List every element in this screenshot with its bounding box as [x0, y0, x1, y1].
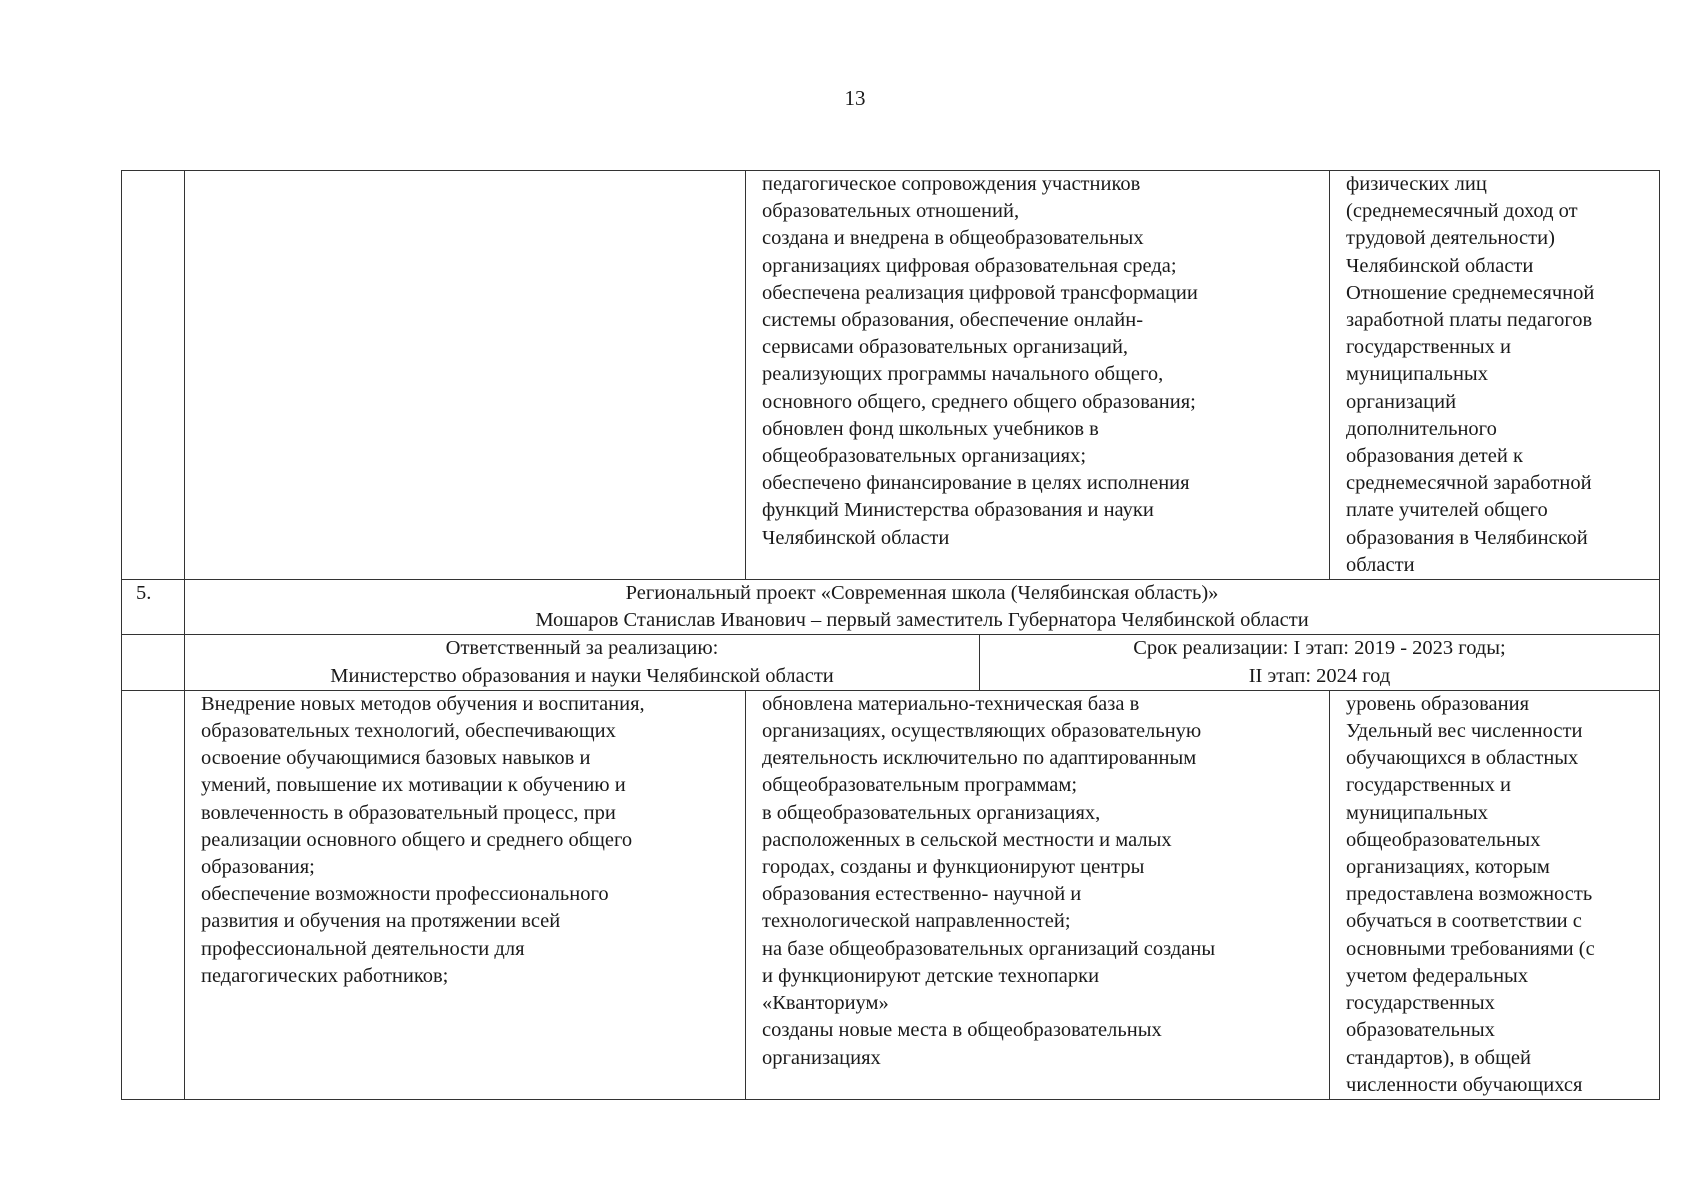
- text-line: освоение обучающимися базовых навыков и: [201, 747, 591, 770]
- text-line: образования естественно- научной и: [762, 883, 1082, 906]
- results-text: [762, 691, 1323, 1072]
- text-line: заработной платы педагогов: [1346, 309, 1593, 332]
- text-line: Челябинской области: [1346, 254, 1534, 277]
- page-number: 13: [844, 86, 866, 110]
- text-line: физических лиц: [1346, 173, 1487, 195]
- text-line: «Кванториум»: [762, 992, 889, 1015]
- responsible-label: Ответственный за реализацию:: [445, 637, 719, 660]
- text-line: среднемесячной заработной: [1346, 472, 1592, 495]
- text-line: обновлен фонд школьных учебников в: [762, 417, 1099, 440]
- project-number: 5.: [122, 580, 185, 635]
- text-line: деятельность исключительно по адаптированным: [762, 747, 1197, 770]
- text-line: обновлена материально-техническая база в: [762, 692, 1140, 715]
- cell-number: [122, 690, 185, 1099]
- tasks-text: [201, 691, 739, 990]
- project-header-cell: [185, 580, 1660, 635]
- text-line: государственных: [1346, 992, 1495, 1015]
- program-table: [121, 170, 1660, 1100]
- text-line: обучаться в соответствии с: [1346, 910, 1582, 933]
- text-line: обеспечена реализация цифровой трансформации: [762, 281, 1198, 304]
- responsible-value: Министерство образования и науки Челябинской области: [330, 664, 834, 687]
- text-line: организациях, осуществляющих образовательную: [762, 720, 1202, 743]
- text-line: организациях, которым: [1346, 856, 1550, 879]
- table-row-continuation: [122, 171, 1660, 580]
- text-line: области: [1346, 553, 1415, 576]
- text-line: вовлеченность в образовательный процесс, при: [201, 801, 616, 824]
- table-row-responsible: [122, 635, 1660, 690]
- text-line: образования;: [201, 856, 315, 879]
- text-line: в общеобразовательных организациях,: [762, 801, 1101, 824]
- text-line: системы образования, обеспечение онлайн-: [762, 309, 1144, 332]
- text-line: образовательных технологий, обеспечивающих: [201, 720, 616, 743]
- text-line: основного общего, среднего общего образования;: [762, 390, 1196, 413]
- term-line-2: II этап: 2024 год: [1248, 664, 1391, 687]
- table-row-main: [122, 690, 1660, 1099]
- term-line-1: Срок реализации: I этап: 2019 - 2023 годы;: [1133, 637, 1506, 660]
- text-line: образования в Челябинской: [1346, 526, 1588, 549]
- text-line: учетом федеральных: [1346, 964, 1529, 987]
- text-line: Отношение среднемесячной: [1346, 281, 1595, 304]
- text-line: педагогических работников;: [201, 964, 449, 987]
- text-line: образовательных отношений,: [762, 200, 1020, 223]
- text-line: государственных и: [1346, 774, 1512, 797]
- text-line: общеобразовательных организациях;: [762, 445, 1087, 468]
- text-line: общеобразовательных: [1346, 828, 1541, 851]
- text-line: сервисами образовательных организаций,: [762, 336, 1129, 359]
- text-line: функций Министерства образования и науки: [762, 499, 1154, 522]
- text-line: умений, повышение их мотивации к обучению и: [201, 774, 626, 797]
- text-line: численности обучающихся: [1346, 1073, 1583, 1096]
- text-line: государственных и: [1346, 336, 1512, 359]
- text-line: на базе общеобразовательных организаций созданы: [762, 937, 1216, 960]
- text-line: расположенных в сельской местности и малых: [762, 828, 1172, 851]
- text-line: Удельный вес численности: [1346, 720, 1583, 743]
- cell-number: [122, 171, 185, 580]
- indicators-text: [1346, 171, 1653, 579]
- term-cell: [980, 635, 1660, 690]
- cell-results: [746, 171, 1330, 580]
- project-leader: Мошаров Станислав Иванович – первый заместитель Губернатора Челябинской области: [535, 609, 1309, 632]
- text-line: (среднемесячный доход от: [1346, 200, 1578, 223]
- text-line: стандартов), в общей: [1346, 1046, 1531, 1069]
- text-line: реализации основного общего и среднего общего: [201, 828, 633, 851]
- table-row-project: [122, 580, 1660, 635]
- cell-indicators: [1330, 171, 1660, 580]
- text-line: создана и внедрена в общеобразовательных: [762, 227, 1144, 250]
- text-line: обеспечение возможности профессионального: [201, 883, 609, 906]
- text-line: организаций: [1346, 390, 1457, 413]
- text-line: образовательных: [1346, 1019, 1495, 1042]
- text-line: муниципальных: [1346, 801, 1488, 824]
- text-line: обучающихся в областных: [1346, 747, 1579, 770]
- indicators-text: [1346, 691, 1653, 1099]
- cell-tasks: [185, 171, 746, 580]
- text-line: предоставлена возможность: [1346, 883, 1593, 906]
- text-line: развития и обучения на протяжении всей: [201, 910, 561, 933]
- text-line: организациях цифровая образовательная среда;: [762, 254, 1177, 277]
- text-line: Челябинской области: [762, 526, 950, 549]
- text-line: общеобразовательным программам;: [762, 774, 1078, 797]
- cell-tasks: [185, 690, 746, 1099]
- text-line: плате учителей общего: [1346, 499, 1548, 522]
- text-line: уровень образования: [1346, 692, 1530, 715]
- cell-number: [122, 635, 185, 690]
- cell-results: [746, 690, 1330, 1099]
- results-text: [762, 171, 1323, 552]
- text-line: обеспечено финансирование в целях исполнения: [762, 472, 1190, 495]
- text-line: муниципальных: [1346, 363, 1488, 386]
- text-line: профессиональной деятельности для: [201, 937, 525, 960]
- text-line: организациях: [762, 1046, 881, 1069]
- text-line: педагогическое сопровождения участников: [762, 173, 1141, 195]
- text-line: образования детей к: [1346, 445, 1523, 468]
- text-line: основными требованиями (с: [1346, 937, 1595, 960]
- cell-indicators: [1330, 690, 1660, 1099]
- project-title: Региональный проект «Современная школа (Челябинская область)»: [625, 582, 1219, 605]
- text-line: Внедрение новых методов обучения и воспитания,: [201, 692, 645, 715]
- text-line: технологической направленностей;: [762, 910, 1071, 933]
- text-line: и функционируют детские технопарки: [762, 964, 1100, 987]
- responsible-cell: [185, 635, 980, 690]
- text-line: дополнительного: [1346, 417, 1497, 440]
- text-line: трудовой деятельности): [1346, 227, 1555, 250]
- text-line: созданы новые места в общеобразовательных: [762, 1019, 1162, 1042]
- text-line: городах, созданы и функционируют центры: [762, 856, 1145, 879]
- text-line: реализующих программы начального общего,: [762, 363, 1164, 386]
